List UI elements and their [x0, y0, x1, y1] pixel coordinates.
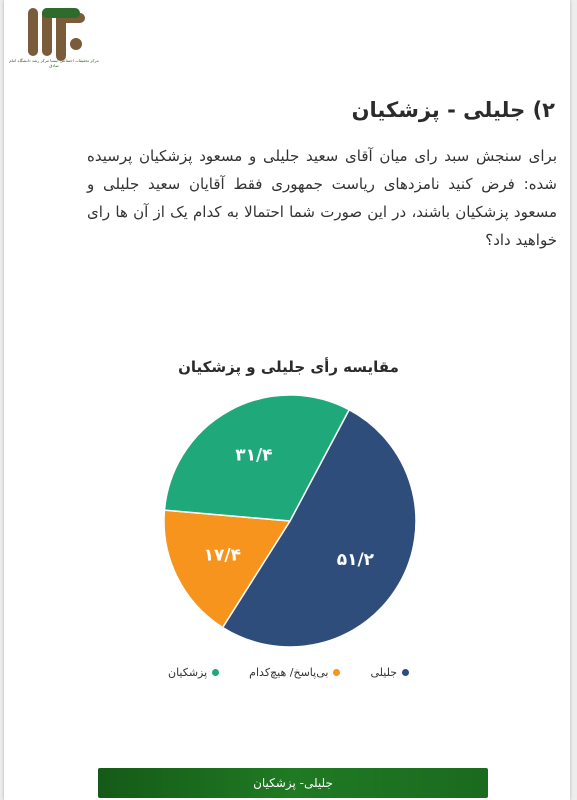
- legend-swatch-none: [333, 669, 340, 676]
- legend-label-none: بی‌پاسخ/ هیچ‌کدام: [249, 666, 329, 679]
- footer-text: جلیلی- پزشکیان: [253, 776, 333, 790]
- logo-caption: مرکز تحقیقات اجتماعی ایسنا مرکز رشد دانشگاه امام صادق: [9, 58, 99, 68]
- legend-item-jalili: [370, 666, 409, 679]
- legend-item-none: [249, 666, 340, 679]
- question-paragraph: برای سنجش سبد رای میان آقای سعید جلیلی و مسعود پزشکیان پرسیده شده: فرض کنید نامزدهای ریاست جمهوری فقط آقایان سعید جلیلی و مسعود پزشکیان باشند، در این صورت شما احتمالا به کدام یک از آن ها رای خواهید داد؟: [87, 147, 557, 249]
- pie-data-label-2: ۳۱/۴: [235, 445, 273, 466]
- legend-label-jalili: جلیلی: [370, 666, 398, 679]
- chart-legend: [0, 666, 577, 679]
- section-heading: ۲) جلیلی - پزشکیان: [351, 98, 555, 122]
- legend-label-pezeshkian: پزشکیان: [168, 666, 208, 679]
- legend-item-pezeshkian: [168, 666, 219, 679]
- pie-data-label-1: ۱۷/۴: [203, 545, 241, 566]
- legend-swatch-pezeshkian: [212, 669, 219, 676]
- legend-swatch-jalili: [402, 669, 409, 676]
- footer-bar: [98, 768, 488, 798]
- pie-data-label-0: ۵۱/۲: [336, 550, 375, 570]
- chart-title: مقایسه رأی جلیلی و پزشکیان: [178, 358, 399, 376]
